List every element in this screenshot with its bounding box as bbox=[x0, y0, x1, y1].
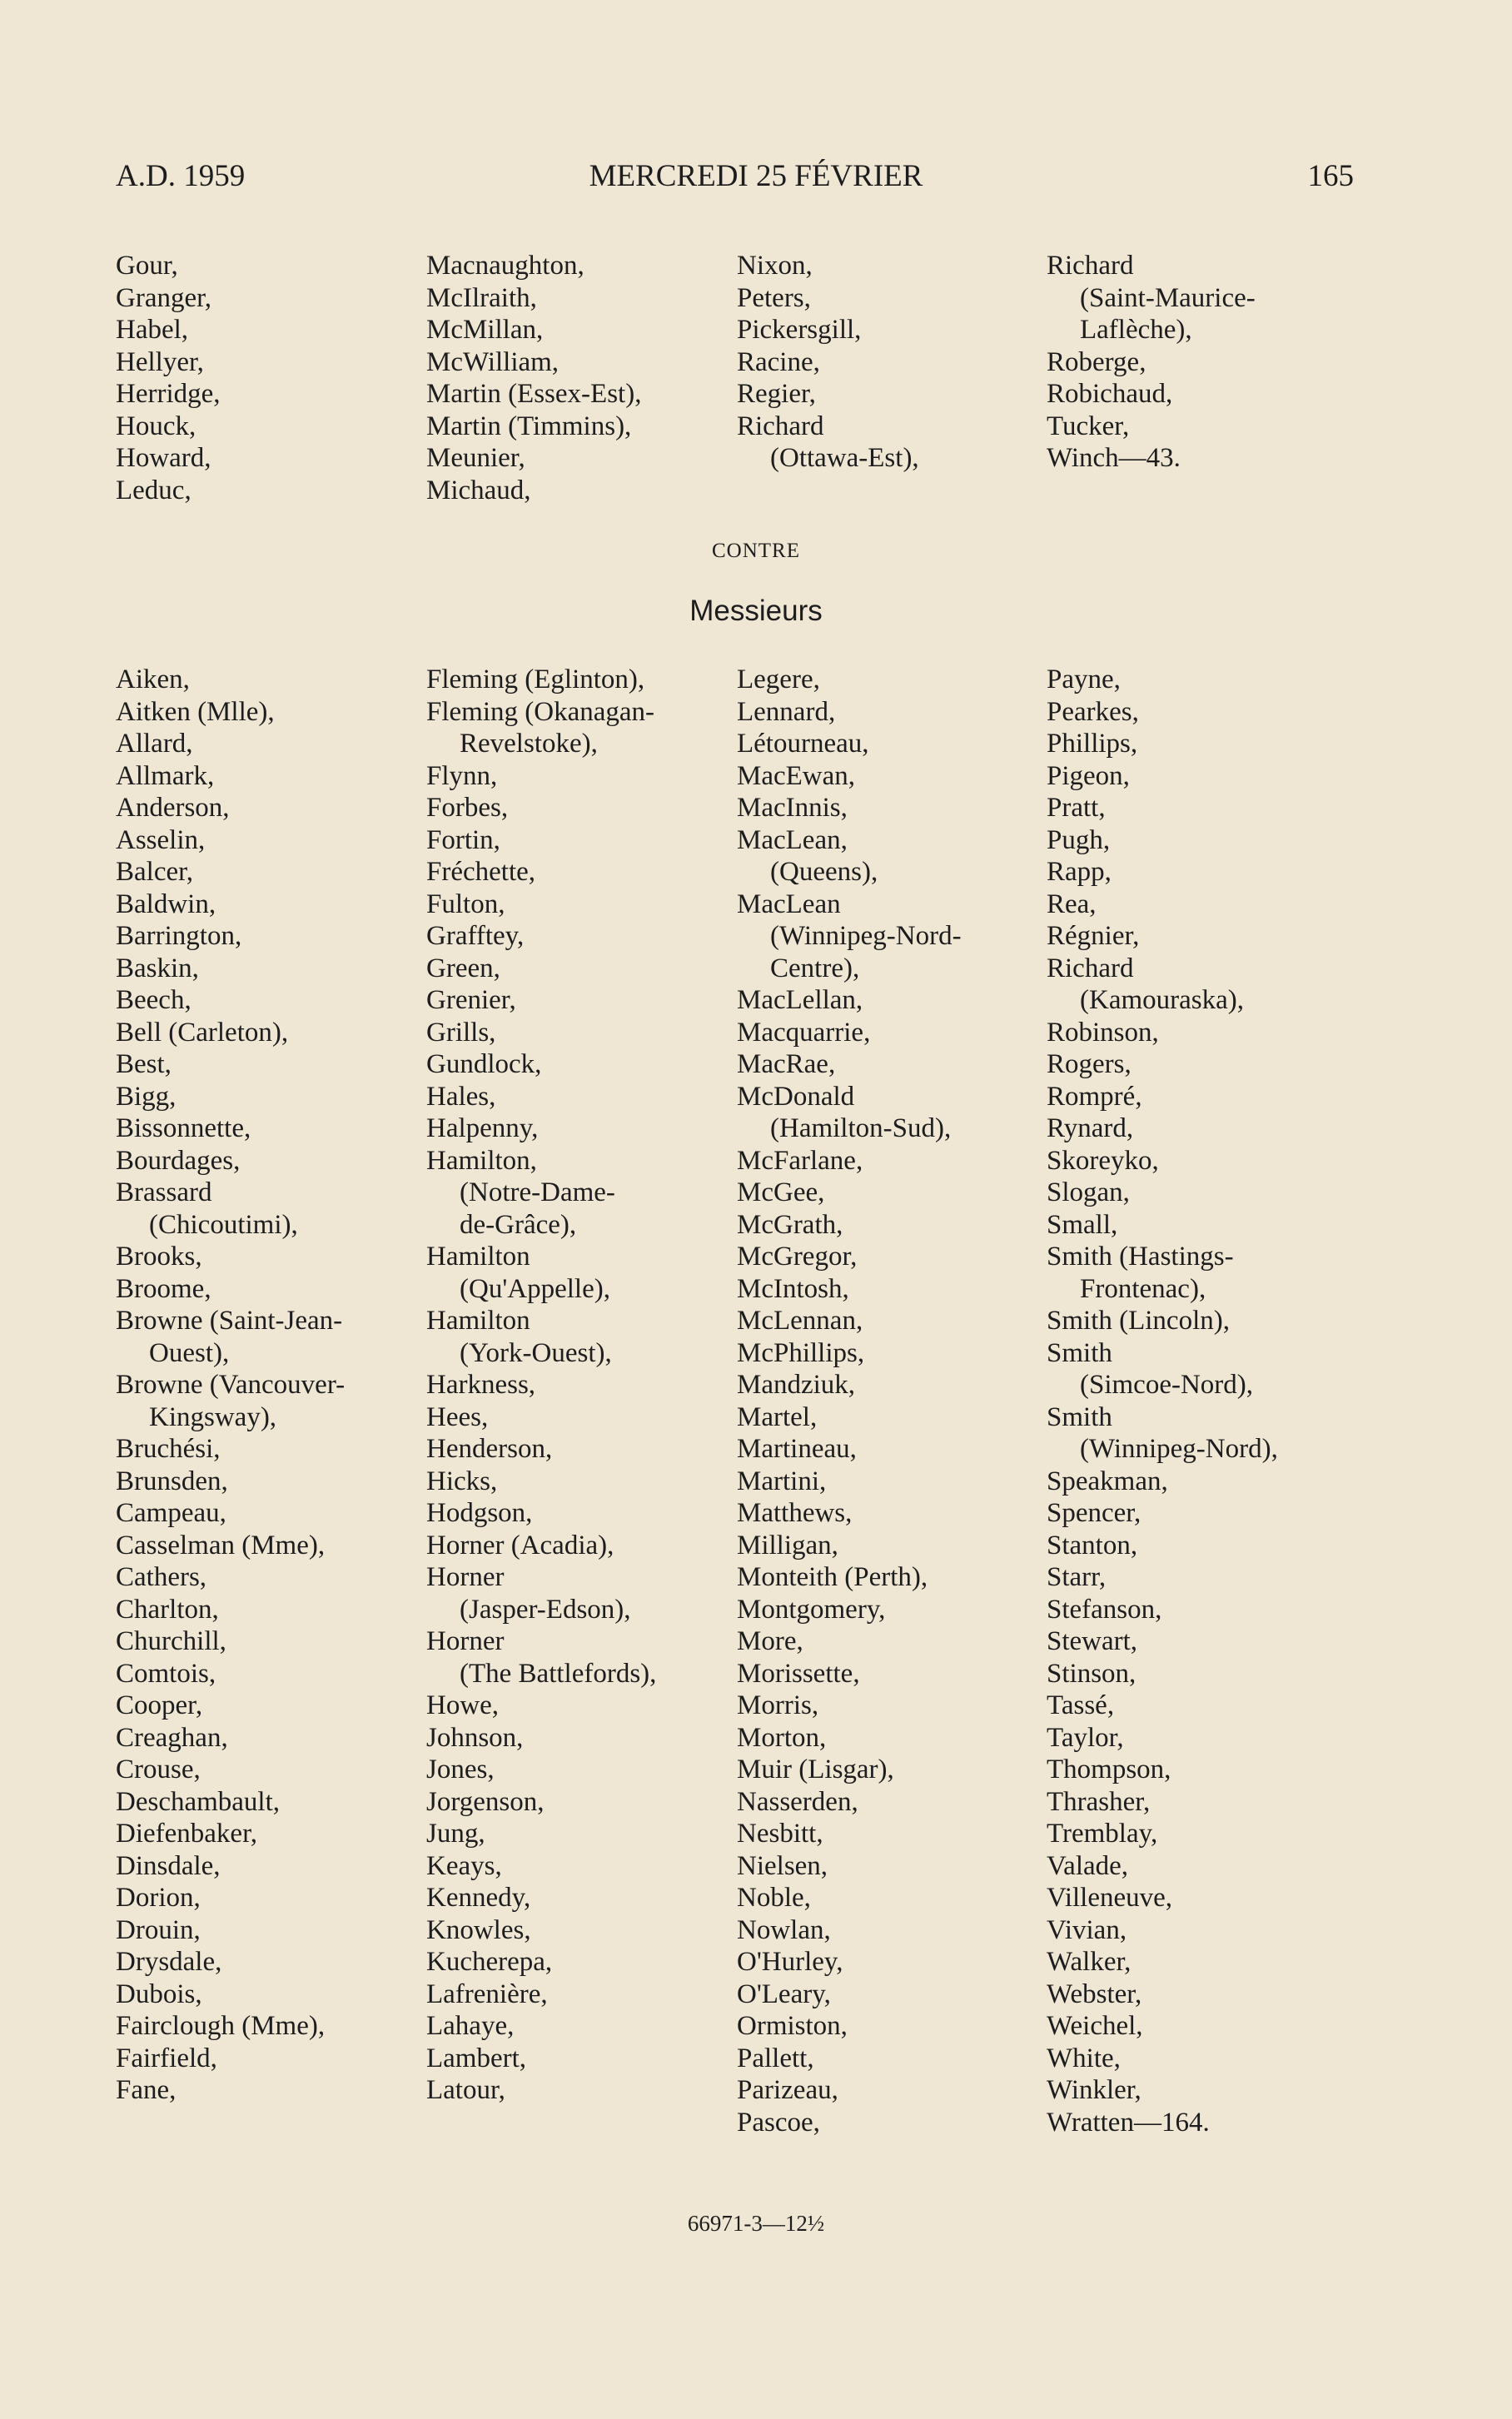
member-name: Revelstoke), bbox=[460, 729, 598, 759]
member-name: Jorgenson, bbox=[426, 1786, 545, 1817]
member-name: Nowlan, bbox=[737, 1914, 831, 1945]
member-name: Pickersgill, bbox=[737, 315, 862, 345]
member-name: Morissette, bbox=[737, 1658, 860, 1689]
member-name: MacEwan, bbox=[737, 760, 856, 791]
member-name: Creaghan, bbox=[116, 1722, 228, 1753]
member-name: Macnaughton, bbox=[426, 251, 584, 281]
member-name: Dinsdale, bbox=[116, 1850, 221, 1881]
member-name: Henderson, bbox=[426, 1434, 553, 1464]
member-name: O'Leary, bbox=[737, 1979, 831, 2009]
member-name: Hodgson, bbox=[426, 1498, 533, 1528]
member-name: Hees, bbox=[426, 1401, 489, 1432]
year-label: A.D. 1959 bbox=[116, 159, 246, 193]
member-name: Horner bbox=[426, 1562, 505, 1592]
member-name: Martel, bbox=[737, 1401, 818, 1432]
member-name: Morton, bbox=[737, 1722, 827, 1753]
member-name: Morris, bbox=[737, 1690, 819, 1720]
member-name: Pugh, bbox=[1047, 824, 1111, 855]
member-name: Richard bbox=[1047, 251, 1134, 281]
member-name: Mandziuk, bbox=[737, 1370, 856, 1400]
member-name: Webster, bbox=[1047, 1979, 1142, 2009]
member-name: Granger, bbox=[116, 282, 212, 313]
member-name: Leduc, bbox=[116, 475, 191, 505]
member-name: Létourneau, bbox=[737, 729, 869, 759]
page-number: 165 bbox=[1307, 159, 1354, 193]
member-name: (The Battlefords), bbox=[460, 1658, 657, 1689]
member-name: MacRae, bbox=[737, 1049, 836, 1079]
member-name: Crouse, bbox=[116, 1755, 201, 1784]
date-heading: MERCREDI 25 FÉVRIER bbox=[589, 159, 923, 193]
member-name: Fleming (Okanagan- bbox=[426, 696, 655, 727]
member-name: Asselin, bbox=[116, 824, 206, 855]
member-name: McLennan, bbox=[737, 1306, 863, 1336]
member-name: Martineau, bbox=[737, 1434, 857, 1464]
member-name: Spencer, bbox=[1047, 1498, 1141, 1528]
member-name: McFarlane, bbox=[737, 1145, 863, 1176]
member-name: MacLellan, bbox=[737, 985, 863, 1015]
member-name: Aiken, bbox=[116, 664, 190, 694]
member-name: Brassard bbox=[116, 1177, 212, 1207]
member-name: Villeneuve, bbox=[1047, 1883, 1173, 1913]
member-name: Pigeon, bbox=[1047, 760, 1130, 791]
member-name: Grenier, bbox=[426, 985, 516, 1015]
member-name: Bell (Carleton), bbox=[116, 1017, 289, 1048]
member-name: Grills, bbox=[426, 1017, 496, 1048]
member-name: Tassé, bbox=[1047, 1690, 1115, 1720]
member-name: Barrington, bbox=[116, 921, 242, 951]
member-name: Vivian, bbox=[1047, 1914, 1127, 1945]
member-name: Tucker, bbox=[1047, 411, 1130, 441]
member-name: Robichaud, bbox=[1047, 379, 1173, 409]
member-name: Howard, bbox=[116, 443, 211, 473]
member-name: Hellyer, bbox=[116, 346, 204, 377]
member-name: Régnier, bbox=[1047, 921, 1140, 951]
member-name: Pallett, bbox=[737, 2043, 814, 2073]
page-header bbox=[0, 158, 1512, 200]
member-name: Pascoe, bbox=[737, 2107, 820, 2138]
member-name: Johnson, bbox=[426, 1722, 524, 1753]
member-name: Anderson, bbox=[116, 793, 230, 823]
member-name: Skoreyko, bbox=[1047, 1145, 1159, 1176]
member-name: (Queens), bbox=[770, 857, 878, 887]
member-name: Hamilton, bbox=[426, 1145, 537, 1176]
member-name: Stefanson, bbox=[1047, 1594, 1162, 1625]
member-name: Walker, bbox=[1047, 1947, 1132, 1977]
pour-column-4 bbox=[1047, 250, 1256, 475]
member-name: Bruchési, bbox=[116, 1434, 221, 1464]
member-name: McPhillips, bbox=[737, 1337, 865, 1368]
member-name: Brunsden, bbox=[116, 1466, 228, 1496]
member-name: Nesbitt, bbox=[737, 1819, 823, 1849]
member-name: O'Hurley, bbox=[737, 1947, 843, 1977]
member-name: McGee, bbox=[737, 1177, 825, 1207]
member-name: Robinson, bbox=[1047, 1017, 1159, 1048]
member-name: Pratt, bbox=[1047, 793, 1106, 823]
member-name: (Jasper-Edson), bbox=[460, 1594, 631, 1625]
pour-column-1 bbox=[116, 250, 221, 506]
member-name: Browne (Saint-Jean- bbox=[116, 1306, 343, 1336]
member-name: Charlton, bbox=[116, 1594, 219, 1625]
member-name: Baskin, bbox=[116, 953, 199, 983]
member-name: McGregor, bbox=[737, 1242, 858, 1272]
contre-heading: CONTRE bbox=[712, 540, 800, 562]
member-name: (Hamilton-Sud), bbox=[770, 1113, 952, 1143]
member-name: Allard, bbox=[116, 729, 193, 759]
member-name: Nixon, bbox=[737, 251, 813, 281]
member-name: Centre), bbox=[770, 953, 860, 983]
member-name: Nasserden, bbox=[737, 1786, 858, 1817]
member-name: Muir (Lisgar), bbox=[737, 1755, 894, 1784]
member-name: Horner bbox=[426, 1626, 505, 1656]
member-name: Knowles, bbox=[426, 1914, 531, 1945]
member-name: Ormiston, bbox=[737, 2011, 848, 2041]
member-name: Starr, bbox=[1047, 1562, 1107, 1592]
member-name: Roberge, bbox=[1047, 346, 1146, 377]
member-name: Howe, bbox=[426, 1690, 500, 1720]
member-name: Legere, bbox=[737, 664, 820, 694]
member-name: Smith (Lincoln), bbox=[1047, 1306, 1230, 1336]
member-name: (Simcoe-Nord), bbox=[1080, 1370, 1254, 1400]
member-name: Stinson, bbox=[1047, 1658, 1136, 1689]
member-name: Flynn, bbox=[426, 760, 498, 791]
member-name: Fortin, bbox=[426, 824, 500, 855]
contre-column-2 bbox=[426, 664, 656, 2107]
member-name: Wratten—164. bbox=[1047, 2107, 1210, 2138]
member-name: Diefenbaker, bbox=[116, 1819, 257, 1849]
member-name: Herridge, bbox=[116, 379, 221, 409]
member-name: Slogan, bbox=[1047, 1177, 1130, 1207]
member-name: McIntosh, bbox=[737, 1273, 849, 1304]
member-name: Valade, bbox=[1047, 1850, 1129, 1881]
member-name: Parizeau, bbox=[737, 2075, 838, 2105]
member-name: Hales, bbox=[426, 1081, 496, 1112]
member-name: Michaud, bbox=[426, 475, 531, 505]
member-name: Fulton, bbox=[426, 888, 505, 919]
member-name: Stanton, bbox=[1047, 1530, 1138, 1560]
pour-column-3 bbox=[737, 250, 919, 475]
member-name: Gour, bbox=[116, 251, 178, 281]
contre-column-4 bbox=[1047, 664, 1278, 2138]
member-name: Tremblay, bbox=[1047, 1819, 1158, 1849]
member-name: (Winnipeg-Nord- bbox=[770, 921, 962, 951]
member-name: Peters, bbox=[737, 282, 811, 313]
member-name: (York-Ouest), bbox=[460, 1337, 612, 1368]
member-name: Keays, bbox=[426, 1850, 502, 1881]
member-name: Broome, bbox=[116, 1273, 211, 1304]
member-name: (Ottawa-Est), bbox=[770, 443, 919, 473]
member-name: Nielsen, bbox=[737, 1850, 828, 1881]
member-name: Regier, bbox=[737, 379, 816, 409]
member-name: Speakman, bbox=[1047, 1466, 1168, 1496]
member-name: McIlraith, bbox=[426, 282, 537, 313]
member-name: de-Grâce), bbox=[460, 1209, 577, 1240]
member-name: Allmark, bbox=[116, 760, 215, 791]
member-name: Casselman (Mme), bbox=[116, 1530, 326, 1560]
member-name: White, bbox=[1047, 2043, 1121, 2073]
member-name: (Kamouraska), bbox=[1080, 985, 1245, 1015]
member-name: Laflèche), bbox=[1080, 315, 1192, 345]
member-name: Rynard, bbox=[1047, 1113, 1134, 1143]
contre-column-3 bbox=[737, 664, 962, 2138]
member-name: Dubois, bbox=[116, 1979, 202, 2009]
member-name: Comtois, bbox=[116, 1658, 216, 1689]
member-name: McGrath, bbox=[737, 1209, 843, 1240]
member-name: Lambert, bbox=[426, 2043, 527, 2073]
member-name: Ouest), bbox=[149, 1337, 230, 1368]
member-name: Martin (Timmins), bbox=[426, 411, 632, 441]
member-name: Noble, bbox=[737, 1883, 811, 1913]
member-name: Smith (Hastings- bbox=[1047, 1242, 1234, 1272]
footer-code: 66971-3—12½ bbox=[687, 2211, 825, 2236]
member-name: Campeau, bbox=[116, 1498, 226, 1528]
member-name: Grafftey, bbox=[426, 921, 525, 951]
member-name: Bissonnette, bbox=[116, 1113, 251, 1143]
member-name: McMillan, bbox=[426, 315, 544, 345]
member-name: Rompré, bbox=[1047, 1081, 1142, 1112]
member-name: Fleming (Eglinton), bbox=[426, 664, 645, 694]
member-name: Kucherepa, bbox=[426, 1947, 553, 1977]
member-name: Rapp, bbox=[1047, 857, 1112, 887]
member-name: Bourdages, bbox=[116, 1145, 241, 1176]
member-name: Jones, bbox=[426, 1755, 495, 1784]
member-name: Thompson, bbox=[1047, 1755, 1171, 1784]
member-name: (Chicoutimi), bbox=[149, 1209, 298, 1240]
member-name: Thrasher, bbox=[1047, 1786, 1151, 1817]
member-name: Montgomery, bbox=[737, 1594, 886, 1625]
member-name: Cathers, bbox=[116, 1562, 207, 1592]
member-name: Rea, bbox=[1047, 888, 1097, 919]
member-name: Taylor, bbox=[1047, 1722, 1124, 1753]
member-name: Racine, bbox=[737, 346, 820, 377]
member-name: Cooper, bbox=[116, 1690, 203, 1720]
member-name: Drouin, bbox=[116, 1914, 201, 1945]
member-name: Drysdale, bbox=[116, 1947, 222, 1977]
member-name: MacLean, bbox=[737, 824, 848, 855]
member-name: Latour, bbox=[426, 2075, 505, 2105]
member-name: Matthews, bbox=[737, 1498, 853, 1528]
member-name: Smith bbox=[1047, 1337, 1112, 1368]
member-name: Richard bbox=[737, 411, 824, 441]
member-name: Dorion, bbox=[116, 1883, 201, 1913]
member-name: Fairclough (Mme), bbox=[116, 2011, 326, 2041]
member-name: Beech, bbox=[116, 985, 191, 1015]
member-name: Aitken (Mlle), bbox=[116, 696, 275, 727]
member-name: Brooks, bbox=[116, 1242, 202, 1272]
member-name: Kingsway), bbox=[149, 1401, 277, 1432]
member-name: Hicks, bbox=[426, 1466, 498, 1496]
member-name: Fane, bbox=[116, 2075, 177, 2105]
member-name: Winkler, bbox=[1047, 2075, 1141, 2105]
messieurs-heading: Messieurs bbox=[689, 595, 823, 627]
pour-column-2 bbox=[426, 250, 641, 506]
member-name: Lahaye, bbox=[426, 2011, 515, 2041]
member-name: Winch—43. bbox=[1047, 443, 1181, 473]
member-name: Bigg, bbox=[116, 1081, 177, 1112]
member-name: Forbes, bbox=[426, 793, 509, 823]
member-name: Martini, bbox=[737, 1466, 827, 1496]
member-name: Hamilton bbox=[426, 1306, 530, 1336]
member-name: Hamilton bbox=[426, 1242, 530, 1272]
member-name: Pearkes, bbox=[1047, 696, 1139, 727]
member-name: Gundlock, bbox=[426, 1049, 542, 1079]
member-name: Fairfield, bbox=[116, 2043, 217, 2073]
member-name: Rogers, bbox=[1047, 1049, 1132, 1079]
member-name: Deschambault, bbox=[116, 1786, 281, 1817]
member-name: Habel, bbox=[116, 315, 189, 345]
member-name: Weichel, bbox=[1047, 2011, 1143, 2041]
member-name: Frontenac), bbox=[1080, 1273, 1206, 1304]
member-name: Green, bbox=[426, 953, 500, 983]
member-name: MacInnis, bbox=[737, 793, 848, 823]
member-name: Richard bbox=[1047, 953, 1134, 983]
member-name: Small, bbox=[1047, 1209, 1118, 1240]
member-name: (Winnipeg-Nord), bbox=[1080, 1434, 1278, 1464]
member-name: (Saint-Maurice- bbox=[1080, 282, 1256, 313]
member-name: Churchill, bbox=[116, 1626, 226, 1656]
member-name: Smith bbox=[1047, 1401, 1112, 1432]
member-name: Jung, bbox=[426, 1819, 485, 1849]
member-name: Macquarrie, bbox=[737, 1017, 871, 1048]
member-name: Kennedy, bbox=[426, 1883, 531, 1913]
member-name: Harkness, bbox=[426, 1370, 536, 1400]
member-name: Monteith (Perth), bbox=[737, 1562, 928, 1592]
member-name: Browne (Vancouver- bbox=[116, 1370, 346, 1400]
member-name: Baldwin, bbox=[116, 888, 216, 919]
contre-column-1 bbox=[116, 664, 345, 2107]
member-name: Houck, bbox=[116, 411, 196, 441]
member-name: Payne, bbox=[1047, 664, 1121, 694]
member-name: Horner (Acadia), bbox=[426, 1530, 614, 1560]
member-name: Milligan, bbox=[737, 1530, 838, 1560]
member-name: Balcer, bbox=[116, 857, 194, 887]
member-name: Meunier, bbox=[426, 443, 525, 473]
member-name: Halpenny, bbox=[426, 1113, 539, 1143]
member-name: (Notre-Dame- bbox=[460, 1177, 615, 1207]
member-name: (Qu'Appelle), bbox=[460, 1273, 610, 1304]
member-name: Best, bbox=[116, 1049, 172, 1079]
member-name: Lennard, bbox=[737, 696, 836, 727]
member-name: Fréchette, bbox=[426, 857, 536, 887]
member-name: McWilliam, bbox=[426, 346, 560, 377]
member-name: Martin (Essex-Est), bbox=[426, 379, 642, 409]
member-name: Phillips, bbox=[1047, 729, 1138, 759]
member-name: MacLean bbox=[737, 888, 841, 919]
member-name: Stewart, bbox=[1047, 1626, 1138, 1656]
member-name: Lafrenière, bbox=[426, 1979, 548, 2009]
member-name: McDonald bbox=[737, 1081, 855, 1112]
member-name: More, bbox=[737, 1626, 803, 1656]
